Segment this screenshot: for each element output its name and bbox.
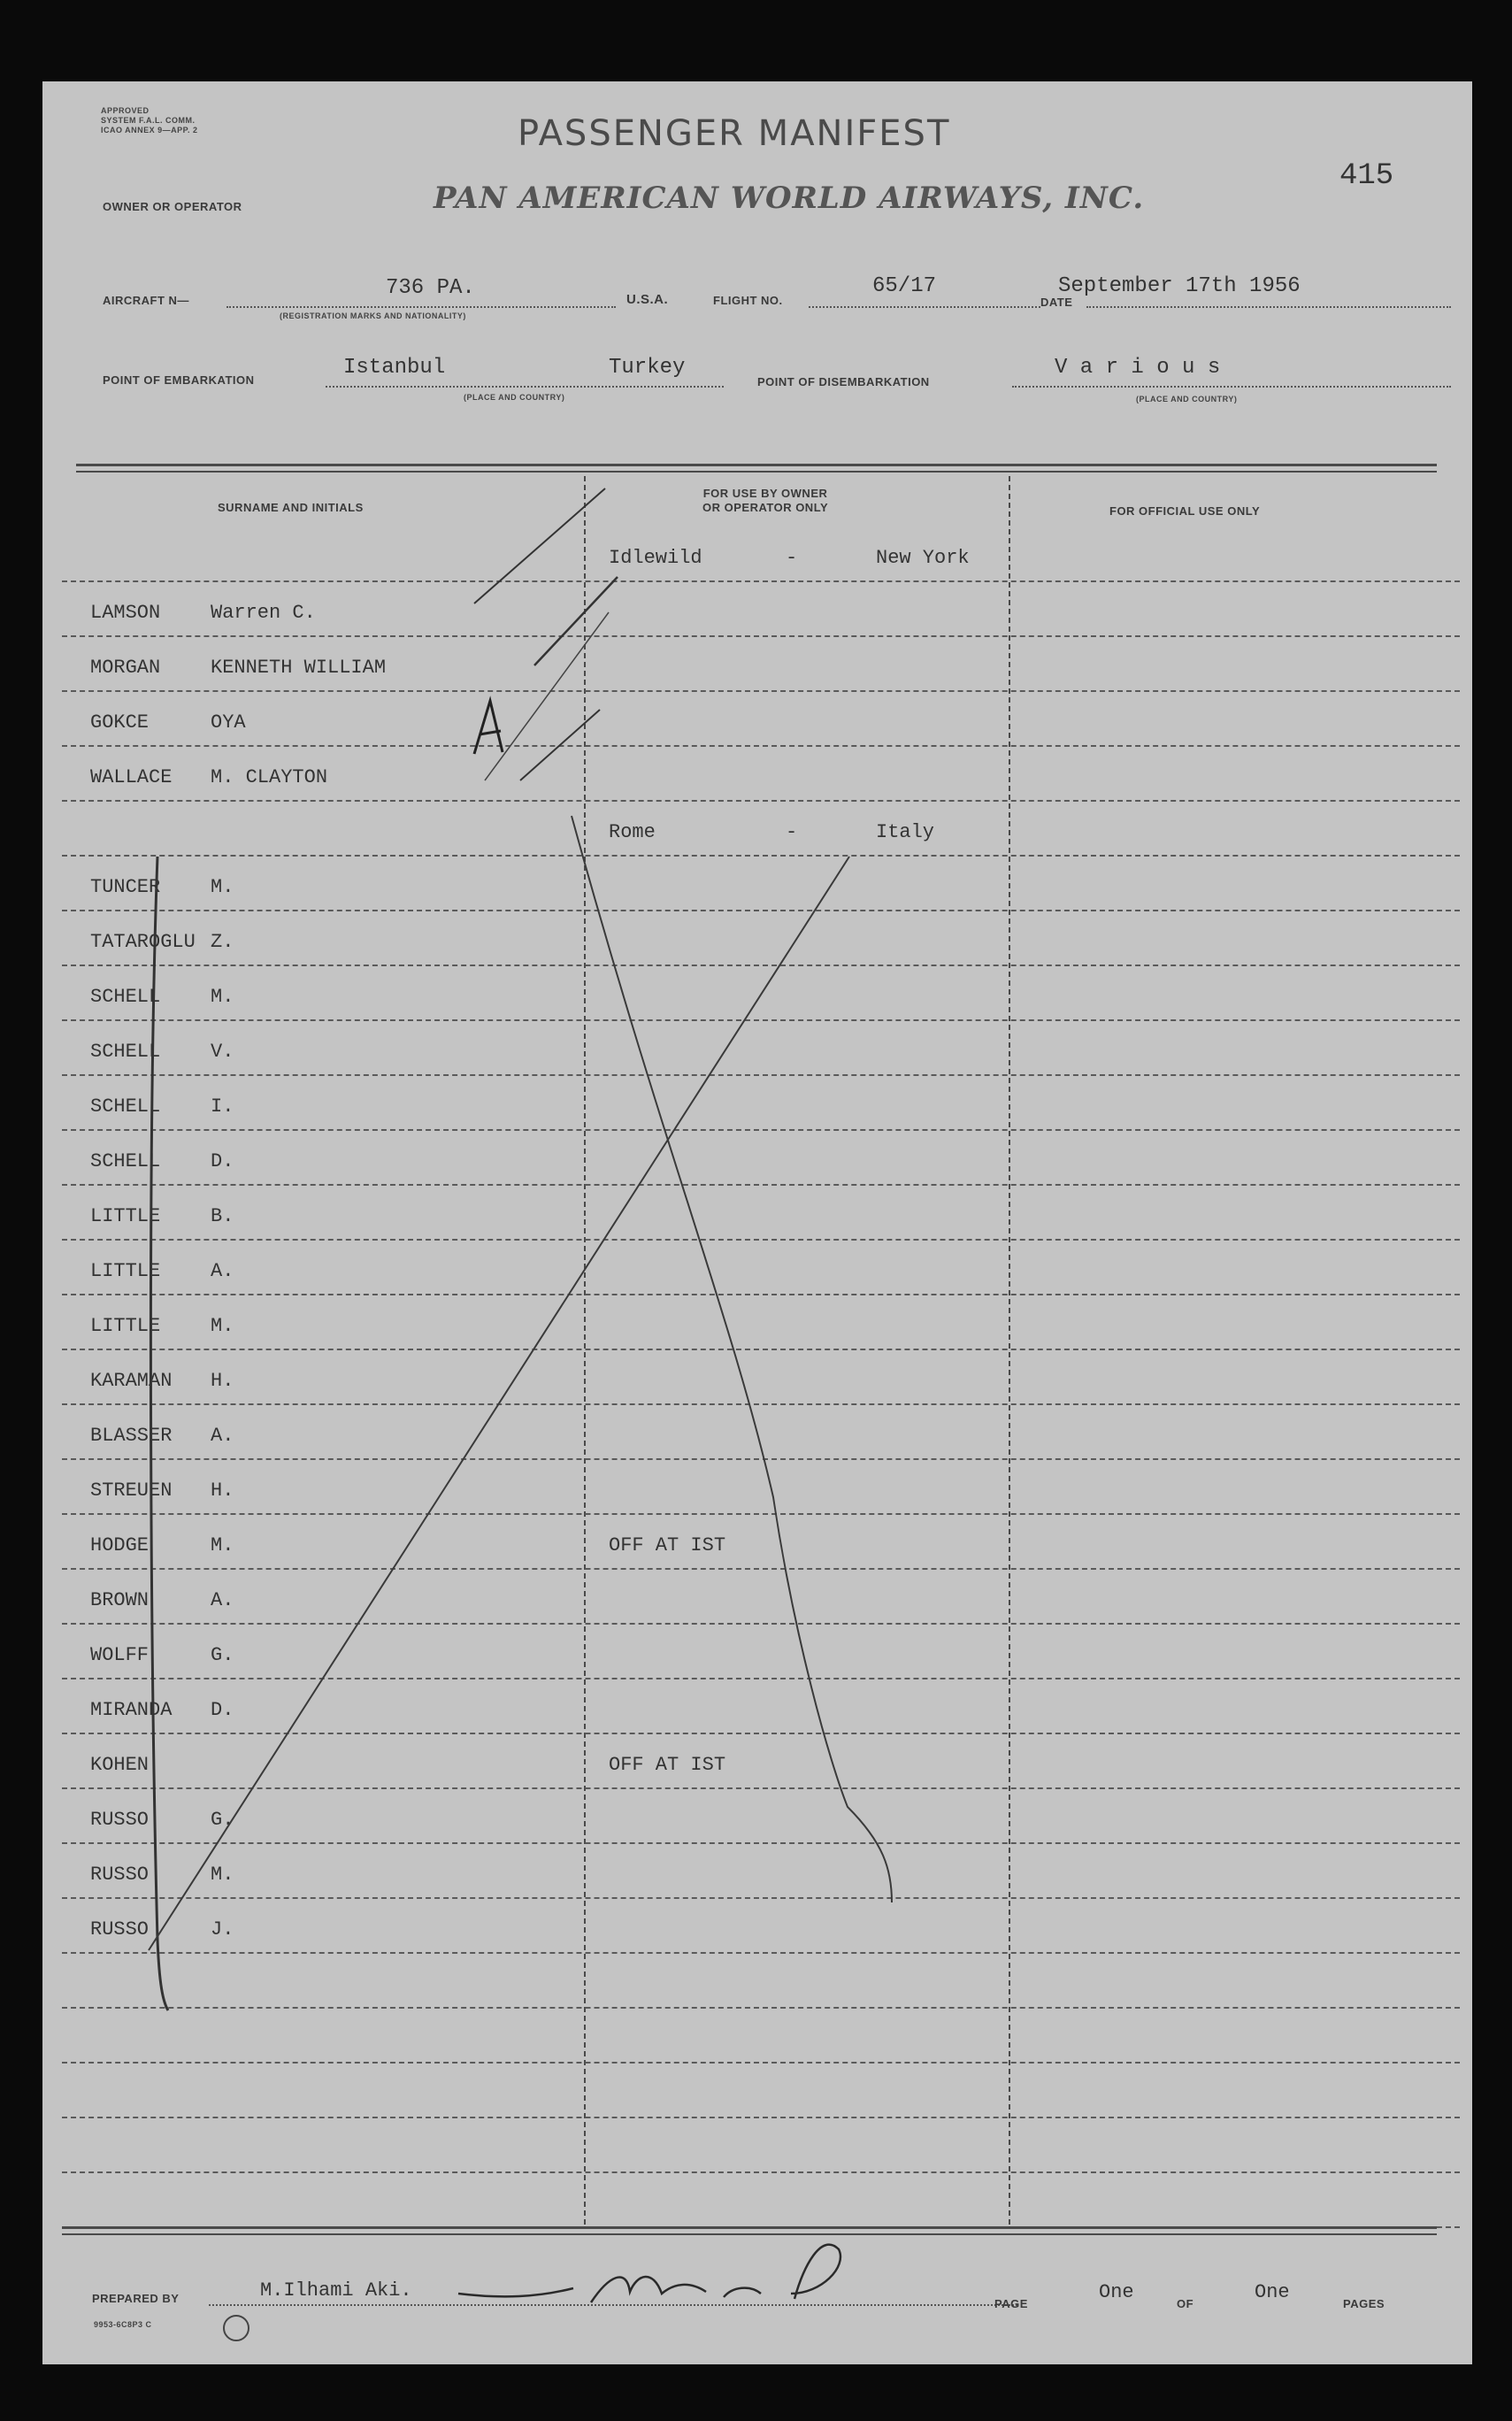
col-header-surname: SURNAME AND INITIALS: [218, 501, 364, 514]
table-row: [42, 1405, 1472, 1460]
table-row: [42, 1844, 1472, 1899]
passenger-surname: TATAROGLU: [90, 931, 196, 953]
blank-row-rule: [62, 2062, 1460, 2064]
pages-value: One: [1255, 2281, 1290, 2303]
registration-caption: (REGISTRATION MARKS AND NATIONALITY): [280, 311, 466, 320]
approval-line: APPROVED: [101, 106, 150, 115]
passenger-surname: LITTLE: [90, 1260, 161, 1282]
passenger-surname: KARAMAN: [90, 1370, 173, 1392]
table-row: [42, 857, 1472, 911]
embark-caption: (PLACE AND COUNTRY): [464, 393, 565, 402]
passenger-surname: STREUEN: [90, 1480, 173, 1502]
passenger-surname: SCHELL: [90, 1041, 161, 1063]
owner-label: OWNER OR OPERATOR: [103, 200, 242, 213]
passenger-surname: BLASSER: [90, 1425, 173, 1447]
table-row: [42, 1186, 1472, 1241]
owner-value: PAN AMERICAN WORLD AIRWAYS, INC.: [434, 181, 1145, 216]
passenger-surname: WOLFF: [90, 1644, 150, 1666]
union-label-icon: [223, 2315, 249, 2341]
passenger-surname: SCHELL: [90, 986, 161, 1008]
manifest-sheet: [42, 81, 1472, 2364]
passenger-surname: RUSSO: [90, 1864, 150, 1886]
page-number: 415: [1339, 159, 1394, 193]
date-label: DATE: [1040, 296, 1073, 309]
table-row: [42, 1734, 1472, 1789]
passenger-surname: LITTLE: [90, 1315, 161, 1337]
table-row: [42, 802, 1472, 857]
passenger-initials: D.: [211, 1699, 234, 1721]
owner-note-dash: -: [786, 821, 798, 843]
table-row: [42, 1076, 1472, 1131]
owner-note: Rome: [609, 821, 656, 843]
pages-label: PAGES: [1343, 2297, 1385, 2310]
row-rule: [62, 1952, 1460, 1954]
passenger-initials: M.: [211, 876, 234, 898]
passenger-initials: V.: [211, 1041, 234, 1063]
table-row: [42, 1460, 1472, 1515]
table-row: [42, 1295, 1472, 1350]
blank-row-rule: [62, 2117, 1460, 2118]
aircraft-label: AIRCRAFT N—: [103, 294, 189, 307]
prepared-label: PREPARED BY: [92, 2292, 180, 2305]
approval-line: ICAO ANNEX 9—APP. 2: [101, 126, 198, 134]
passenger-surname: GOKCE: [90, 711, 150, 734]
passenger-initials: M. CLAYTON: [211, 766, 328, 788]
passenger-initials: B.: [211, 1205, 234, 1227]
flight-value: 65/17: [872, 274, 937, 298]
passenger-surname: MIRANDA: [90, 1699, 173, 1721]
col-header-owner-line: OR OPERATOR ONLY: [702, 501, 829, 514]
passenger-initials: Z.: [211, 931, 234, 953]
passenger-initials: KENNETH WILLIAM: [211, 657, 387, 679]
form-code: 9953-6C8P3 C: [94, 2320, 152, 2329]
passenger-initials: M.: [211, 1315, 234, 1337]
owner-note: OFF AT IST: [609, 1534, 726, 1556]
table-row: [42, 1570, 1472, 1625]
approval-block: [101, 106, 198, 135]
table-bottom-rule-2: [62, 2233, 1437, 2235]
table-row: [42, 1679, 1472, 1734]
passenger-surname: RUSSO: [90, 1809, 150, 1831]
disembark-caption: (PLACE AND COUNTRY): [1136, 395, 1238, 404]
embark-country: Turkey: [609, 356, 686, 380]
page-title: PASSENGER MANIFEST: [518, 113, 951, 154]
usa-label: U.S.A.: [626, 292, 669, 307]
passenger-initials: G.: [211, 1644, 234, 1666]
table-row: [42, 527, 1472, 582]
passenger-initials: H.: [211, 1370, 234, 1392]
passenger-initials: OYA: [211, 711, 246, 734]
table-top-rule: [76, 464, 1437, 466]
table-row: [42, 1021, 1472, 1076]
passenger-surname: MORGAN: [90, 657, 161, 679]
table-row: [42, 911, 1472, 966]
disembark-underline: [1012, 386, 1451, 388]
owner-note: OFF AT IST: [609, 1754, 726, 1776]
flight-underline: [809, 306, 1040, 308]
table-row: [42, 692, 1472, 747]
embark-underline: [326, 386, 724, 388]
embark-city: Istanbul: [343, 356, 446, 380]
table-row: [42, 1899, 1472, 1954]
aircraft-underline: [226, 306, 616, 308]
disembark-value: V a r i o u s: [1055, 356, 1221, 380]
passenger-initials: H.: [211, 1480, 234, 1502]
passenger-initials: M.: [211, 986, 234, 1008]
owner-note-dash: -: [786, 547, 798, 569]
prepared-value: M.Ilhami Aki.: [260, 2279, 412, 2302]
passenger-surname: LAMSON: [90, 602, 161, 624]
approval-line: SYSTEM F.A.L. COMM.: [101, 116, 196, 125]
passenger-initials: I.: [211, 1095, 234, 1118]
date-underline: [1086, 306, 1451, 308]
table-row: [42, 747, 1472, 802]
table-row: [42, 1789, 1472, 1844]
owner-note-destination: Italy: [876, 821, 935, 843]
signature-scribble: [458, 2245, 840, 2302]
embark-label: POINT OF EMBARKATION: [103, 373, 255, 387]
passenger-initials: Warren C.: [211, 602, 316, 624]
owner-note-destination: New York: [876, 547, 970, 569]
of-label: OF: [1177, 2297, 1194, 2310]
col-header-owner: [702, 487, 828, 515]
table-row: [42, 1131, 1472, 1186]
table-row: [42, 1515, 1472, 1570]
blank-row-rule: [62, 2007, 1460, 2009]
passenger-initials: G.: [211, 1809, 234, 1831]
col-header-owner-line: FOR USE BY OWNER: [702, 487, 828, 500]
date-value: September 17th 1956: [1058, 274, 1301, 298]
page-value: One: [1099, 2281, 1134, 2303]
col-header-official: FOR OFFICIAL USE ONLY: [1109, 504, 1261, 518]
owner-note: Idlewild: [609, 547, 702, 569]
passenger-initials: M.: [211, 1534, 234, 1556]
passenger-initials: A.: [211, 1589, 234, 1611]
passenger-surname: KOHEN: [90, 1754, 150, 1776]
passenger-surname: BROWN: [90, 1589, 150, 1611]
passenger-surname: HODGE: [90, 1534, 150, 1556]
passenger-surname: LITTLE: [90, 1205, 161, 1227]
table-top-rule-2: [76, 471, 1437, 473]
passenger-initials: M.: [211, 1864, 234, 1886]
passenger-surname: SCHELL: [90, 1095, 161, 1118]
passenger-initials: A.: [211, 1425, 234, 1447]
passenger-surname: WALLACE: [90, 766, 173, 788]
table-row: [42, 966, 1472, 1021]
aircraft-value: 736 PA.: [386, 276, 475, 300]
passenger-initials: A.: [211, 1260, 234, 1282]
table-row: [42, 637, 1472, 692]
passenger-initials: D.: [211, 1150, 234, 1172]
passenger-surname: RUSSO: [90, 1918, 150, 1941]
passenger-initials: J.: [211, 1918, 234, 1941]
disembark-label: POINT OF DISEMBARKATION: [757, 375, 930, 388]
blank-row-rule: [62, 2171, 1460, 2173]
table-row: [42, 1241, 1472, 1295]
passenger-surname: SCHELL: [90, 1150, 161, 1172]
table-row: [42, 1350, 1472, 1405]
table-bottom-rule: [62, 2226, 1437, 2229]
table-row: [42, 1625, 1472, 1679]
page-label: PAGE: [994, 2297, 1028, 2310]
prepared-underline: [209, 2304, 1017, 2306]
table-row: [42, 582, 1472, 637]
flight-label: FLIGHT NO.: [713, 294, 783, 307]
passenger-surname: TUNCER: [90, 876, 161, 898]
